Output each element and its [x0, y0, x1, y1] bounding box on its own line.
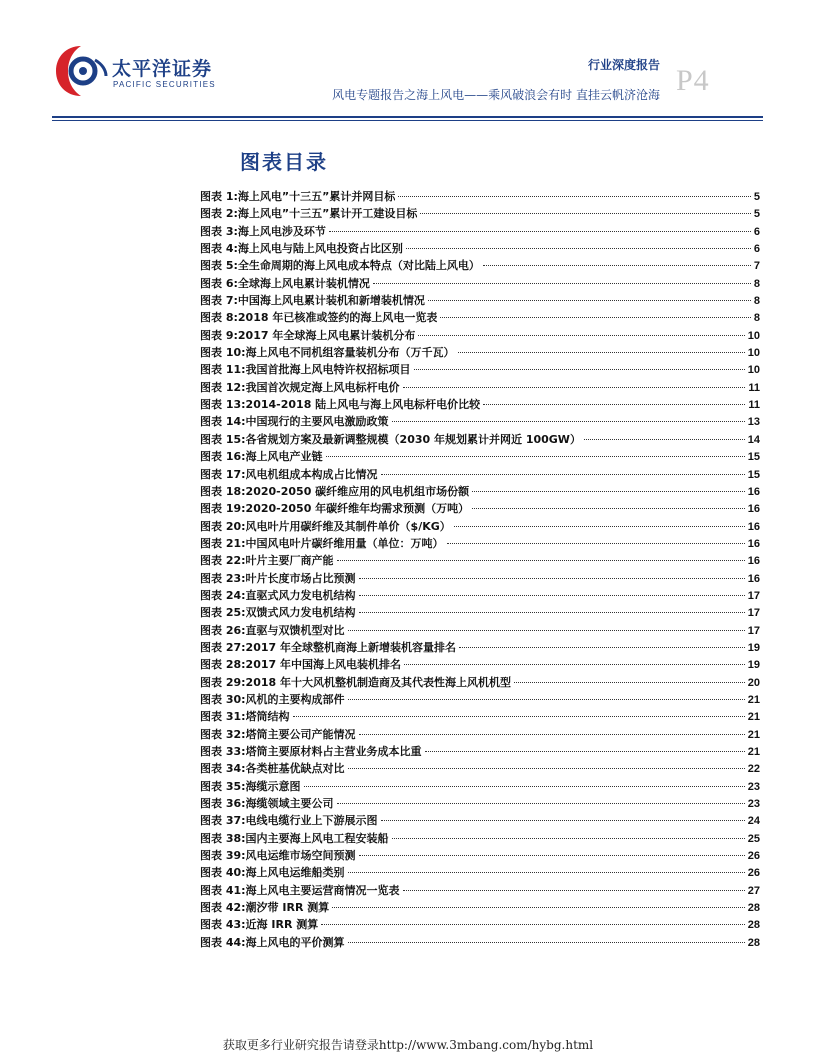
toc-entry[interactable]: [200, 396, 760, 413]
toc-entry[interactable]: [200, 344, 760, 361]
toc-entry-title: 海缆示意图: [245, 779, 301, 793]
toc-entry-title: 海上风电涉及环节: [237, 224, 326, 238]
toc-dot-leader: [392, 838, 745, 839]
toc-dot-leader: [459, 647, 745, 648]
toc-entry-title: 叶片主要厂商产能: [245, 554, 334, 568]
toc-dot-leader: [472, 508, 745, 509]
toc-dot-leader: [406, 248, 751, 249]
toc-entry-title: 直驱与双馈机型对比: [245, 623, 345, 637]
toc-entry-title: 2017 年中国海上风电装机排名: [245, 658, 401, 672]
report-type: 行业深度报告: [587, 58, 660, 72]
toc-entry-title: 海上风电与陆上风电投资占比区别: [237, 242, 403, 256]
toc-entry[interactable]: [200, 847, 760, 864]
toc-entry-label: 图表 29:: [200, 675, 246, 689]
toc-entry-label: 图表 37:: [200, 814, 246, 828]
toc-entry-label: 图表 3:: [200, 224, 238, 238]
toc-dot-leader: [414, 369, 745, 370]
toc-entry[interactable]: [200, 743, 760, 760]
toc-entry-page: 13: [747, 416, 760, 429]
toc-entry-label: 图表 15:: [200, 432, 246, 446]
toc-entry-page: 6: [753, 225, 760, 238]
toc-dot-leader: [337, 560, 745, 561]
toc-entry[interactable]: [200, 275, 760, 292]
toc-entry-page: 16: [747, 503, 760, 516]
toc-entry-label: 图表 36:: [200, 797, 246, 811]
toc-entry-page: 20: [747, 676, 760, 689]
toc-entry[interactable]: [200, 656, 760, 673]
toc-dot-leader: [447, 543, 745, 544]
toc-entry[interactable]: [200, 309, 760, 326]
toc-entry[interactable]: [200, 500, 760, 517]
toc-dot-leader: [337, 803, 745, 804]
toc-entry-title: 海上风电主要运营商情况一览表: [245, 883, 400, 897]
toc-entry-label: 图表 21:: [200, 536, 246, 550]
toc-entry[interactable]: [200, 760, 760, 777]
toc-dot-leader: [293, 716, 745, 717]
toc-entry[interactable]: [200, 379, 760, 396]
toc-dot-leader: [348, 699, 745, 700]
toc-entry-title: 塔筒主要公司产能情况: [245, 727, 356, 741]
toc-entry-page: 8: [753, 312, 760, 325]
toc-entry-page: 25: [747, 832, 760, 845]
toc-entry-title: 全生命周期的海上风电成本特点（对比陆上风电）: [237, 259, 480, 273]
toc-entry[interactable]: [200, 413, 760, 430]
toc-dot-leader: [440, 317, 751, 318]
toc-entry-label: 图表 43:: [200, 918, 246, 932]
toc-entry-page: 27: [747, 884, 760, 897]
toc-entry-title: 2014-2018 陆上风电与海上风电标杆电价比较: [245, 398, 481, 412]
toc-entry[interactable]: [200, 223, 760, 240]
toc-dot-leader: [304, 786, 745, 787]
toc-dot-leader: [472, 491, 745, 492]
toc-entry-label: 图表 13:: [200, 398, 246, 412]
toc-dot-leader: [458, 352, 745, 353]
toc-dot-leader: [514, 682, 745, 683]
toc-entry-title: 2020-2050 碳纤维应用的风电机组市场份额: [245, 484, 470, 498]
toc-entry-page: 16: [747, 537, 760, 550]
toc-entry[interactable]: [200, 518, 760, 535]
toc-title: 图表目录: [240, 150, 328, 174]
toc-entry-label: 图表 35:: [200, 779, 246, 793]
toc-dot-leader: [373, 283, 751, 284]
toc-entry-page: 19: [747, 641, 760, 654]
toc-entry-label: 图表 14:: [200, 415, 246, 429]
toc-entry-label: 图表 40:: [200, 866, 246, 880]
toc-entry-label: 图表 30:: [200, 692, 246, 706]
toc-dot-leader: [348, 872, 745, 873]
toc-entry-page: 16: [747, 520, 760, 533]
toc-entry[interactable]: [200, 587, 760, 604]
toc-entry[interactable]: [200, 466, 760, 483]
toc-entry[interactable]: [200, 257, 760, 274]
toc-dot-leader: [326, 456, 745, 457]
toc-entry-label: 图表 17:: [200, 467, 246, 481]
toc-entry[interactable]: [200, 188, 760, 205]
toc-dot-leader: [425, 751, 745, 752]
toc-entry[interactable]: [200, 882, 760, 899]
toc-entry-title: 风电叶片用碳纤维及其制件单价（$/KG）: [245, 519, 451, 533]
toc-entry[interactable]: [200, 726, 760, 743]
toc-entry-title: 全球海上风电累计装机情况: [237, 276, 370, 290]
toc-entry-page: 21: [747, 746, 760, 758]
toc-entry[interactable]: [200, 604, 760, 621]
toc-dot-leader: [348, 942, 745, 943]
toc-dot-leader: [398, 196, 751, 197]
header-divider: [52, 116, 763, 118]
toc-entry-page: 23: [747, 798, 760, 811]
toc-entry-page: 11: [748, 381, 760, 394]
toc-entry-title: 海上风电的平价测算: [245, 935, 345, 949]
toc-entry-label: 图表 19:: [200, 502, 246, 516]
toc-entry-label: 图表 44:: [200, 935, 246, 949]
toc-entry-label: 图表 8:: [200, 311, 238, 325]
toc-entry-label: 图表 22:: [200, 554, 246, 568]
toc-entry-title: 海上风电运维船类别: [245, 866, 345, 880]
toc-entry-page: 26: [747, 867, 760, 880]
toc-entry-title: 2017 年全球整机商海上新增装机容量排名: [245, 640, 456, 654]
toc-entry-page: 26: [747, 850, 760, 863]
brand-logo: [52, 40, 222, 100]
toc-dot-leader: [359, 595, 745, 596]
toc-entry-label: 图表 9:: [200, 328, 238, 342]
toc-entry-page: 16: [747, 485, 760, 498]
toc-entry-title: 各省规划方案及最新调整规模（2030 年规划累计并网近 100GW）: [245, 432, 581, 446]
toc-entry[interactable]: [200, 361, 760, 378]
toc-entry-page: 15: [747, 451, 760, 464]
toc-dot-leader: [403, 890, 745, 891]
toc-entry[interactable]: [200, 292, 760, 309]
toc-entry-label: 图表 23:: [200, 571, 246, 585]
toc-entry-page: 10: [747, 347, 760, 360]
toc-entry-label: 图表 42:: [200, 901, 246, 915]
toc-entry-label: 图表 33:: [200, 745, 246, 758]
toc-dot-leader: [321, 924, 745, 925]
toc-entry[interactable]: [200, 483, 760, 500]
toc-entry-page: 14: [747, 433, 760, 446]
toc-entry[interactable]: [200, 448, 760, 465]
toc-entry-label: 图表 12:: [200, 380, 246, 394]
toc-entry-title: 塔筒结构: [245, 710, 290, 724]
toc-entry-label: 图表 4:: [200, 242, 238, 256]
toc-entry-title: 国内主要海上风电工程安装船: [245, 831, 389, 845]
toc-entry-page: 21: [747, 728, 760, 741]
footer-link[interactable]: 获取更多行业研究报告请登录http://www.3mbang.com/hybg.html: [222, 1038, 594, 1052]
toc-dot-leader: [392, 421, 745, 422]
toc-entry-page: 28: [747, 902, 760, 915]
toc-entry-label: 图表 10:: [200, 346, 246, 360]
brand-name-cn: 太平洋证券: [112, 58, 213, 80]
page-number: P4: [676, 64, 710, 97]
toc-entry[interactable]: [200, 570, 760, 587]
toc-entry[interactable]: [200, 778, 760, 795]
toc-entry[interactable]: [200, 622, 760, 639]
toc-entry-page: 10: [747, 364, 760, 377]
toc-entry[interactable]: [200, 535, 760, 552]
toc-entry-page: 8: [753, 277, 760, 290]
toc-dot-leader: [348, 768, 745, 769]
toc-entry-page: 28: [747, 919, 760, 932]
toc-entry[interactable]: [200, 639, 760, 656]
toc-entry-title: 潮汐带 IRR 测算: [245, 901, 330, 915]
toc-entry-page: 19: [747, 659, 760, 672]
toc-entry-title: 各类桩基优缺点对比: [245, 762, 345, 776]
toc-entry-title: 海上风电”十三五”累计开工建设目标: [237, 207, 418, 221]
toc-entry-label: 图表 32:: [200, 727, 246, 741]
toc-entry-page: 24: [747, 815, 760, 828]
toc-dot-leader: [454, 526, 745, 527]
toc-entry[interactable]: [200, 674, 760, 691]
toc-entry-page: 8: [753, 295, 760, 308]
toc-entry-title: 2018 年已核准或签约的海上风电一览表: [237, 311, 438, 325]
toc-entry-page: 7: [753, 260, 760, 273]
toc-dot-leader: [329, 231, 751, 232]
toc-entry-title: 双馈式风力发电机结构: [245, 606, 356, 620]
toc-entry[interactable]: [200, 327, 760, 344]
toc-entry[interactable]: [200, 899, 760, 916]
toc-entry-label: 图表 5:: [200, 259, 238, 273]
toc-dot-leader: [332, 907, 745, 908]
toc-entry-page: 6: [753, 243, 760, 256]
toc-entry-title: 中国现行的主要风电激励政策: [245, 415, 389, 429]
toc-entry-page: 5: [753, 208, 760, 221]
brand-name-en: PACIFIC SECURITIES: [113, 80, 216, 89]
toc-entry-title: 中国海上风电累计装机和新增装机情况: [237, 294, 425, 308]
toc-entry-title: 电线电缆行业上下游展示图: [245, 814, 378, 828]
toc-entry-title: 我国首次规定海上风电标杆电价: [245, 380, 400, 394]
toc-entry-page: 16: [747, 572, 760, 585]
toc-entry-title: 海上风电”十三五”累计并网目标: [237, 190, 396, 203]
toc-dot-leader: [381, 474, 745, 475]
toc-entry[interactable]: [200, 552, 760, 569]
toc-entry[interactable]: [200, 205, 760, 222]
toc-dot-leader: [420, 213, 751, 214]
toc-entry[interactable]: [200, 240, 760, 257]
toc-dot-leader: [359, 855, 745, 856]
toc-entry-label: 图表 11:: [200, 363, 246, 377]
toc-entry[interactable]: [200, 812, 760, 829]
report-subtitle: 风电专题报告之海上风电——乘风破浪会有时 直挂云帆济沧海: [332, 88, 660, 102]
toc-entry-page: 21: [747, 711, 760, 724]
toc-entry-label: 图表 34:: [200, 762, 246, 776]
toc-entry-page: 11: [748, 399, 760, 412]
toc-entry-label: 图表 18:: [200, 484, 246, 498]
toc-entry[interactable]: [200, 708, 760, 725]
toc-entry-page: 16: [747, 555, 760, 568]
toc-dot-leader: [359, 578, 745, 579]
toc-entry-title: 海上风电产业链: [245, 450, 323, 464]
toc-entry-title: 风电机组成本构成占比情况: [245, 467, 378, 481]
toc-entry-title: 中国风电叶片碳纤维用量（单位：万吨）: [245, 536, 444, 550]
toc-entry-title: 近海 IRR 测算: [245, 918, 319, 932]
toc-entry-page: 5: [753, 191, 760, 203]
toc-entry-page: 15: [747, 468, 760, 481]
toc-entry-title: 2017 年全球海上风电累计装机分布: [237, 328, 416, 342]
toc-entry-label: 图表 31:: [200, 710, 246, 724]
toc-entry-title: 2018 年十大风机整机制造商及其代表性海上风机机型: [245, 675, 511, 689]
toc-entry-title: 塔筒主要原材料占主营业务成本比重: [245, 745, 422, 758]
toc-dot-leader: [348, 630, 745, 631]
toc-dot-leader: [584, 439, 745, 440]
toc-entry-page: 17: [747, 607, 760, 620]
toc-entry[interactable]: [200, 934, 760, 951]
toc-entry-page: 17: [747, 589, 760, 602]
toc-dot-leader: [381, 820, 745, 821]
toc-list: [200, 188, 760, 951]
toc-entry-title: 2020-2050 年碳纤维年均需求预测（万吨）: [245, 502, 470, 516]
toc-entry-title: 风机的主要构成部件: [245, 692, 345, 706]
toc-dot-leader: [483, 404, 745, 405]
toc-entry[interactable]: [200, 830, 760, 847]
toc-entry-label: 图表 16:: [200, 450, 246, 464]
toc-entry-title: 海缆领域主要公司: [245, 797, 334, 811]
toc-entry-label: 图表 24:: [200, 588, 246, 602]
toc-entry[interactable]: [200, 916, 760, 933]
toc-entry-label: 图表 27:: [200, 640, 246, 654]
toc-entry[interactable]: [200, 795, 760, 812]
toc-entry-title: 海上风电不同机组容量装机分布（万千瓦）: [245, 346, 455, 360]
toc-entry[interactable]: [200, 864, 760, 881]
toc-entry-label: 图表 39:: [200, 849, 246, 863]
toc-entry-title: 风电运维市场空间预测: [245, 849, 356, 863]
toc-dot-leader: [418, 335, 744, 336]
toc-entry-page: 17: [747, 624, 760, 637]
toc-entry-title: 叶片长度市场占比预测: [245, 571, 356, 585]
toc-entry-page: 28: [747, 936, 760, 949]
pacific-securities-logo-icon: [52, 42, 110, 100]
toc-entry-label: 图表 25:: [200, 606, 246, 620]
toc-entry-page: 10: [747, 329, 760, 342]
toc-dot-leader: [359, 734, 745, 735]
toc-dot-leader: [403, 387, 746, 388]
header-divider-thin: [52, 120, 763, 121]
toc-dot-leader: [483, 265, 751, 266]
toc-entry-page: 22: [747, 763, 760, 776]
toc-entry-label: 图表 7:: [200, 294, 238, 308]
toc-entry-label: 图表 2:: [200, 207, 238, 221]
toc-entry-label: 图表 6:: [200, 276, 238, 290]
toc-entry-label: 图表 20:: [200, 519, 246, 533]
toc-entry-label: 图表 1:: [200, 190, 238, 203]
toc-entry-page: 21: [747, 693, 760, 706]
toc-dot-leader: [359, 612, 745, 613]
toc-dot-leader: [428, 300, 751, 301]
toc-entry-label: 图表 26:: [200, 623, 246, 637]
toc-entry[interactable]: [200, 691, 760, 708]
toc-entry-label: 图表 41:: [200, 883, 246, 897]
toc-entry-label: 图表 38:: [200, 831, 246, 845]
toc-entry-label: 图表 28:: [200, 658, 246, 672]
toc-entry-page: 23: [747, 780, 760, 793]
toc-entry[interactable]: [200, 431, 760, 448]
toc-dot-leader: [404, 664, 745, 665]
toc-entry-title: 直驱式风力发电机结构: [245, 588, 356, 602]
toc-entry-title: 我国首批海上风电特许权招标项目: [245, 363, 411, 377]
